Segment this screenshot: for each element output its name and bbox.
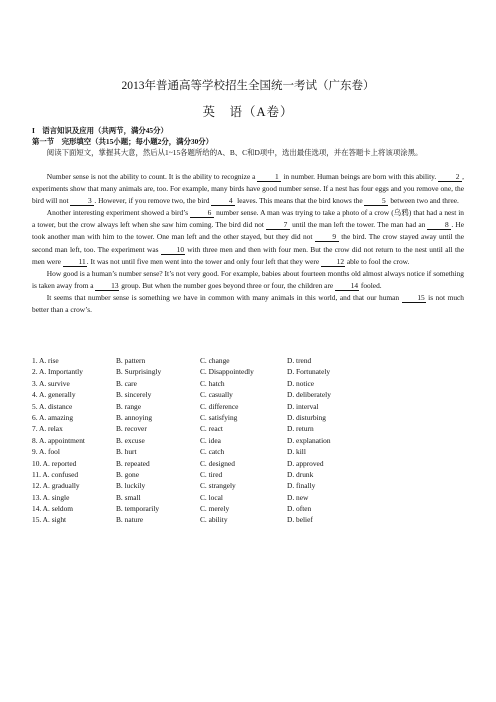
option-row [32,378,472,389]
blank-2: 2 [438,172,462,182]
option-row [32,446,472,457]
blank-6: 6 [190,208,214,218]
blank-3: 3 [70,196,94,206]
option-d: D. notice [287,378,315,388]
option-d: D. deliberately [287,390,331,400]
option-a: 15. A. sight [32,515,67,525]
option-row [32,503,472,514]
passage-text: Number sense is not the ability to count. It is the ability to recognize a [46,172,258,181]
option-d: D. new [287,492,309,502]
option-c: C. ability [200,515,228,525]
option-c: C. catch [200,447,225,457]
passage-text: in number. Human beings are born with this ability. [281,172,439,181]
blank-11: 11 [63,257,87,267]
option-b: B. annoying [116,412,153,422]
blank-14: 14 [335,281,359,291]
options-table [32,355,472,526]
option-row [32,355,472,366]
option-c: C. tired [200,469,223,479]
option-c: C. merely [200,504,230,514]
option-b: B. repeated [116,458,150,468]
blank-10: 10 [161,245,185,255]
option-b: B. excuse [116,435,145,445]
option-a: 6. A. amazing [32,412,74,422]
passage-text: group. But when the number goes beyond three or four, the children are [119,280,336,290]
option-b: B. range [116,401,142,411]
section-heading: 第一节 完形填空（共15小题；每小题2分，满分30分） [32,137,214,146]
passage-text: . It was not until five men went into the tower and only four left that they were [86,256,321,266]
option-a: 8. A. appointment [32,435,85,445]
option-a: 3. A. survive [32,378,70,388]
passage-text: is not much better than a crow’s. [32,292,464,315]
passage-text: with three men and then with four men. But the crow did not return to the nest until all the men were [32,244,465,266]
option-b: B. pattern [116,356,146,365]
option-c: C. local [200,492,223,502]
option-d: D. Fortunately [287,367,331,377]
passage-text: How good is a human’s number sense? It’s not very good. For example, babies about fourteen months old almost always notice if something is taken away from a [32,268,464,290]
option-d: D. finally [287,481,316,491]
option-b: B. temporarily [116,504,160,514]
option-c: C. strangely [200,481,236,491]
passage-text: . However, if you remove two, the bird [94,196,212,206]
paper-subtitle: 英 语（A卷） [202,105,294,119]
option-row [32,423,472,434]
option-a: 13. A. single [32,492,70,502]
blank-8: 8 [427,220,451,230]
option-d: D. approved [287,458,324,468]
passage-text: fooled. [359,280,382,290]
option-a: 5. A. distance [32,401,73,411]
option-d: D. interval [287,401,319,411]
option-c: C. casually [200,390,233,400]
blank-12: 12 [321,257,345,267]
option-row [32,435,472,446]
option-d: D. disturbing [287,412,327,422]
option-a: 4. A. generally [32,390,76,400]
option-b: B. hurt [116,447,137,457]
option-row [32,514,472,525]
exam-title: 2013年普通高等学校招生全国统一考试（广东卷） [121,80,375,92]
option-row [32,412,472,423]
part-heading: I 语言知识及应用（共两节，满分45分） [32,126,168,135]
passage-text: Another interesting experiment showed a bird’s [46,208,191,218]
option-d: D. often [287,504,312,514]
passage-text: It seems that number sense is something we have in common with many animals in this world, and that our human [46,292,402,302]
option-a: 9. A. fool [32,447,60,457]
passage-paragraph [32,268,464,292]
option-c: C. hatch [200,378,225,388]
option-a: 2. A. Importantly [32,367,83,377]
passage-text: leaves. This means that the bird knows the [235,196,365,206]
option-b: B. recover [116,424,147,434]
passage-paragraph [32,292,464,316]
option-a: 11. A. confused [32,469,79,479]
passage-text: able to fool the crow. [344,256,410,266]
blank-1: 1 [257,172,281,182]
option-row [32,458,472,469]
option-row [32,492,472,503]
option-a: 10. A. reported [32,458,77,468]
option-a: 14. A. seldom [32,504,74,514]
blank-4: 4 [211,196,235,206]
option-b: B. sincerely [116,390,152,400]
option-a: 1. A. rise [32,356,59,365]
option-c: C. difference [200,401,239,411]
passage-text: between two and three. [388,196,459,206]
option-d: D. drunk [287,469,314,479]
option-row [32,480,472,491]
blank-9: 9 [315,232,339,242]
option-c: C. idea [200,435,221,445]
instruction-paragraph: 阅读下面短文，掌握其大意，然后从1~15各题所给的A、B、C和D项中，选出最佳选项，并在答题卡上将该项涂黑。 [46,148,423,157]
blank-5: 5 [364,196,388,206]
option-d: D. return [287,424,314,434]
option-a: 12. A. gradually [32,481,80,491]
option-c: C. Disappointedly [200,367,254,377]
option-c: C. change [200,356,230,365]
option-b: B. care [116,378,137,388]
option-b: B. small [116,492,141,502]
option-c: C. designed [200,458,235,468]
blank-7: 7 [266,220,290,230]
cloze-passage [32,171,464,316]
blank-13: 13 [95,281,119,291]
passage-text: number sense. A man was trying to take a photo of a crow (乌鸦) that had a nest in a tower, but the crow always left when she saw him coming. The bird did not [32,208,464,230]
passage-text: the bird. The crow stayed away until the second man left, too. The experiment was [32,232,464,254]
option-row [32,389,472,400]
option-c: C. satisfying [200,412,238,422]
blank-15: 15 [402,293,426,303]
option-row [32,469,472,480]
option-b: B. luckily [116,481,146,491]
passage-paragraph [32,171,464,207]
passage-text: until the man left the tower. The man had an [290,220,428,230]
option-d: D. explanation [287,435,331,445]
option-row [32,366,472,377]
option-b: B. nature [116,515,144,525]
option-c: C. react [200,424,223,434]
passage-text: , experiments show that many animals are, too. For example, many birds have good number sense. If a nest has four eggs and you remove one, the bird will not [32,172,465,206]
option-d: D. belief [287,515,313,525]
passage-paragraph [32,207,464,267]
option-b: B. Surprisingly [116,367,162,377]
option-d: D. kill [287,447,306,457]
option-b: B. gone [116,469,139,479]
option-row [32,401,472,412]
passage-text: . He took another man with him to the tower. One man left and the other stayed, but they did not [32,220,464,242]
option-d: D. trend [287,356,312,365]
option-a: 7. A. relax [32,424,63,434]
instruction-text [32,147,464,159]
